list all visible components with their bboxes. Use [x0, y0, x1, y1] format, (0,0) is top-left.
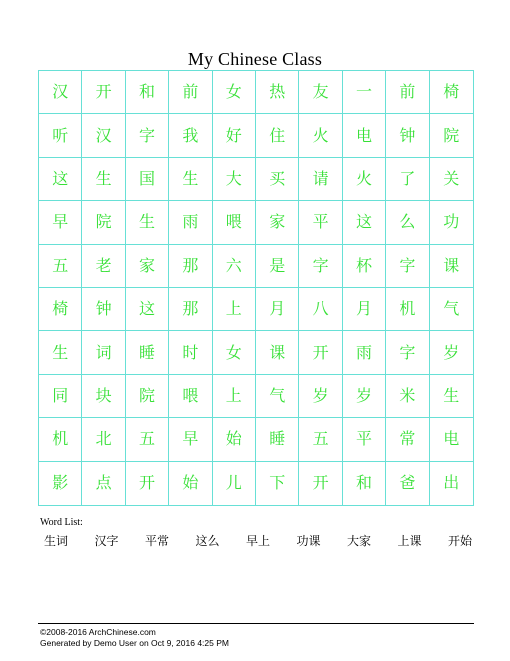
grid-cell: 词	[82, 331, 125, 374]
grid-cell: 爸	[386, 462, 429, 505]
grid-cell: 开	[82, 71, 125, 114]
grid-cell: 北	[82, 418, 125, 461]
grid-cell: 电	[430, 418, 473, 461]
footer-copyright: ©2008-2016 ArchChinese.com	[40, 627, 156, 637]
word-list-item: 汉字	[94, 534, 119, 548]
grid-cell: 六	[213, 245, 256, 288]
grid-cell: 岁	[343, 375, 386, 418]
grid-cell: 字	[299, 245, 342, 288]
word-list-item: 大家	[347, 534, 372, 548]
grid-cell: 影	[39, 462, 82, 505]
grid-cell: 出	[443, 473, 460, 493]
grid-cell: 汉	[39, 71, 82, 114]
grid-cell: 开	[299, 331, 342, 374]
grid-cell: 么	[386, 201, 429, 244]
grid-cell: 机	[39, 418, 82, 461]
grid-cell: 儿	[213, 462, 256, 505]
grid-cell: 喂	[213, 201, 256, 244]
grid-cell: 是	[256, 245, 299, 288]
grid-cell: 八	[299, 288, 342, 331]
grid-cell: 岁	[299, 375, 342, 418]
grid-cell: 女	[213, 331, 256, 374]
grid-cell: 听	[39, 114, 82, 157]
word-list-item: 上课	[397, 534, 422, 548]
grid-cell: 气	[256, 375, 299, 418]
grid-cell: 生	[430, 375, 473, 418]
grid-cell: 课	[256, 331, 299, 374]
grid-cell: 我	[169, 114, 212, 157]
grid-cell: 生	[126, 201, 169, 244]
grid-cell: 火	[299, 114, 342, 157]
grid-cell: 好	[213, 114, 256, 157]
grid-cell: 时	[169, 331, 212, 374]
grid-cell: 常	[386, 418, 429, 461]
grid-cell: 关	[430, 158, 473, 201]
word-list-item: 早上	[246, 534, 271, 548]
grid-cell: 气	[430, 288, 473, 331]
grid-cell: 前	[169, 71, 212, 114]
grid-cell: 家	[256, 201, 299, 244]
grid-cell: 岁	[430, 331, 473, 374]
word-list-item: 开始	[448, 534, 473, 548]
word-search-grid	[38, 70, 474, 506]
grid-cell: 钟	[386, 114, 429, 157]
grid-cell: 和	[343, 462, 386, 505]
grid-cell: 下	[256, 462, 299, 505]
grid-cell: 椅	[430, 71, 473, 114]
grid-cell: 月	[256, 288, 299, 331]
grid-cell: 雨	[169, 201, 212, 244]
grid-cell: 五	[126, 418, 169, 461]
grid-cell: 了	[386, 158, 429, 201]
grid-cell: 钟	[82, 288, 125, 331]
grid-cell: 老	[82, 245, 125, 288]
grid-cell: 始	[213, 418, 256, 461]
grid-cell: 热	[256, 71, 299, 114]
grid-cell: 院	[82, 201, 125, 244]
page-title: My Chinese Class	[187, 49, 323, 69]
grid-cell: 喂	[169, 375, 212, 418]
word-list-item: 功课	[296, 534, 321, 548]
grid-cell: 杯	[343, 245, 386, 288]
grid-cell: 米	[386, 375, 429, 418]
grid-cell: 五	[39, 245, 82, 288]
grid-cell: 和	[126, 71, 169, 114]
grid-cell: 雨	[343, 331, 386, 374]
grid-cell: 开	[299, 462, 342, 505]
grid-cell: 这	[343, 201, 386, 244]
footer-generated: Generated by Demo User on Oct 9, 2016 4:25 PM	[40, 638, 229, 648]
grid-cell: 女	[213, 71, 256, 114]
grid-cell: 上	[213, 288, 256, 331]
grid-cell: 买	[256, 158, 299, 201]
grid-cell: 请	[299, 158, 342, 201]
word-list	[38, 532, 478, 550]
grid-cell: 字	[386, 331, 429, 374]
grid-cell: 前	[386, 71, 429, 114]
grid-cell: 字	[126, 114, 169, 157]
grid-cell: 一	[343, 71, 386, 114]
grid-cell: 院	[126, 375, 169, 418]
footer-divider	[38, 623, 474, 624]
grid-cell: 睡	[126, 331, 169, 374]
grid-cell: 那	[169, 245, 212, 288]
grid-cell: 功	[430, 201, 473, 244]
grid-cell: 电	[343, 114, 386, 157]
grid-cell: 始	[169, 462, 212, 505]
grid-cell: 点	[82, 462, 125, 505]
grid-cell: 课	[430, 245, 473, 288]
grid-cell: 国	[126, 158, 169, 201]
grid-cell: 上	[213, 375, 256, 418]
grid-cell: 生	[39, 331, 82, 374]
grid-cell: 五	[299, 418, 342, 461]
grid-cell: 生	[169, 158, 212, 201]
grid-cell: 院	[430, 114, 473, 157]
grid-cell: 睡	[256, 418, 299, 461]
grid-cell: 住	[256, 114, 299, 157]
grid-cell: 友	[299, 71, 342, 114]
word-list-label: Word List:	[40, 517, 83, 528]
grid-cell: 大	[213, 158, 256, 201]
word-list-item: 生词	[44, 534, 69, 548]
grid-cell: 生	[82, 158, 125, 201]
grid-cell: 机	[386, 288, 429, 331]
grid-cell: 椅	[39, 288, 82, 331]
grid-cell: 块	[82, 375, 125, 418]
grid-cell: 汉	[82, 114, 125, 157]
grid-cell: 月	[343, 288, 386, 331]
grid-cell: 早	[39, 201, 82, 244]
word-list-item: 这么	[195, 534, 220, 548]
grid-cell: 早	[169, 418, 212, 461]
grid-cell: 平	[343, 418, 386, 461]
grid-cell: 家	[126, 245, 169, 288]
grid-cell: 同	[39, 375, 82, 418]
grid-cell: 那	[169, 288, 212, 331]
grid-cell: 这	[126, 288, 169, 331]
grid-cell: 字	[386, 245, 429, 288]
grid-cell: 火	[343, 158, 386, 201]
grid-cell: 开	[126, 462, 169, 505]
word-list-item: 平常	[145, 534, 170, 548]
grid-cell: 这	[39, 158, 82, 201]
grid-cell: 平	[299, 201, 342, 244]
